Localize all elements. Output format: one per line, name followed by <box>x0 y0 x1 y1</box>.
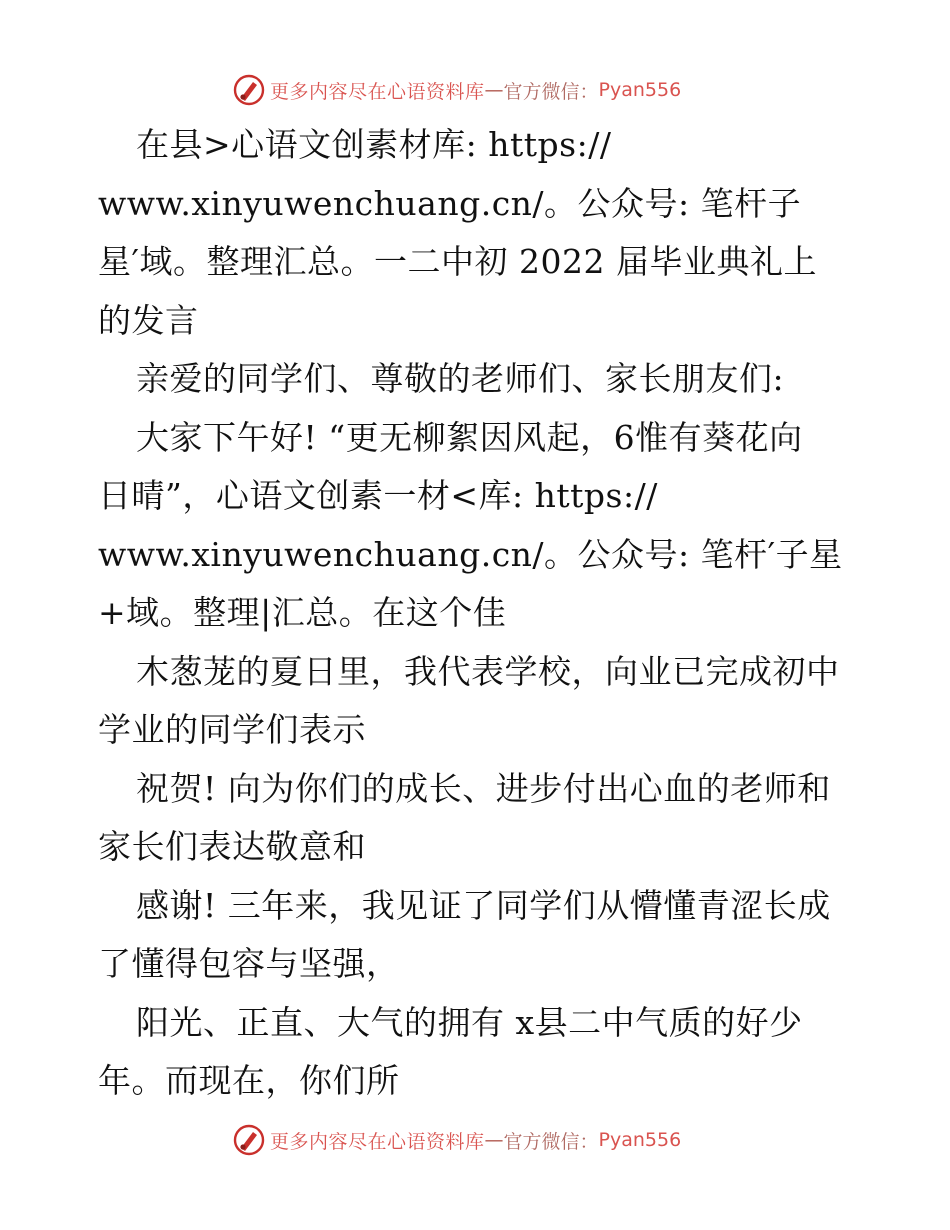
banner-wechat-id: Pyan556 <box>598 1129 682 1151</box>
banner-main-text: 更多内容尽在心语资料库 <box>270 80 485 103</box>
banner-wechat-id: Pyan556 <box>598 79 682 101</box>
body-line: 年。而现在，你们所 <box>98 1061 400 1100</box>
body-line: 了懂得包容与坚强， <box>98 944 400 983</box>
body-line: 亲爱的同学们、尊敬的老师们、家长朋友们: <box>136 359 785 398</box>
banner-dash: — <box>484 1129 504 1151</box>
banner-wechat-label: 官方微信： <box>503 1130 599 1153</box>
body-line: 日晴”，心语文创素一材<库: https:// <box>98 476 658 515</box>
document-body <box>98 116 858 1116</box>
body-line: 祝贺! 向为你们的成长、进步付出心血的老师和 <box>136 768 831 808</box>
body-line: 星′域。整理汇总。一二中初 2022 届毕业典礼上 <box>98 242 817 281</box>
body-line: 阳光、正直、大气的拥有 x县二中气质的好少 <box>136 1002 803 1042</box>
body-line: 学业的同学们表示 <box>98 710 366 749</box>
body-line: www.xinyuwenchuang.cn/。公众号: 笔杆子 <box>98 183 802 223</box>
banner-wechat-label: 官方微信： <box>503 80 599 103</box>
pen-circle-logo-icon <box>232 1123 266 1157</box>
body-line: 木葱茏的夏日里，我代表学校，向业已完成初中 <box>136 651 840 691</box>
banner-dash: — <box>484 79 504 101</box>
pen-circle-logo-icon <box>232 73 266 107</box>
body-line: 家长们表达敬意和 <box>98 827 366 866</box>
body-line: +域。整理|汇总。在这个佳 <box>98 593 507 632</box>
footer-banner <box>232 1120 732 1160</box>
body-line: 的发言 <box>98 300 199 340</box>
body-line: 大家下午好! “更无柳絮因风起，6惟有葵花向 <box>136 417 803 457</box>
body-line: www.xinyuwenchuang.cn/。公众号: 笔杆′子星 <box>98 534 843 574</box>
header-banner <box>232 70 732 110</box>
body-line: 感谢! 三年来，我见证了同学们从懵懂青涩长成 <box>136 885 831 925</box>
body-line: 在县>心语文创素材库: https:// <box>136 125 612 164</box>
banner-main-text: 更多内容尽在心语资料库 <box>270 1130 485 1153</box>
